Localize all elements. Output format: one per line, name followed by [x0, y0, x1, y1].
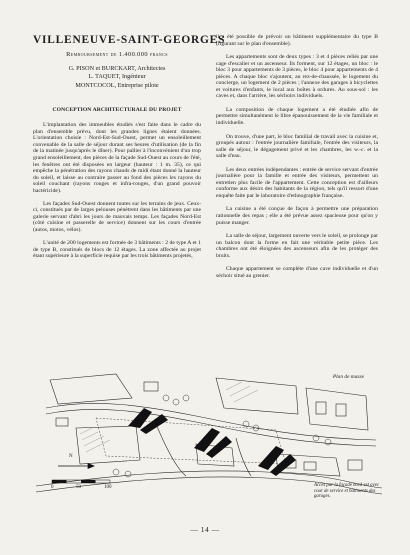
scale-label-50: 50: [76, 485, 81, 490]
paragraph-cave: Chaque appartement se complète d'une cave individuelle et d'un séchoir situé au grenier.: [216, 266, 378, 279]
credit-architects: G. PISON et BURCKART, Architectes: [68, 65, 166, 72]
plan-label: Plan de masse: [332, 374, 364, 380]
scale-label-0: 0: [51, 485, 54, 490]
paragraph-composition: La composition de chaque logement a été étudiée afin de permettre simultanément le libre épanouissement de la vie familiale et individuelle.: [216, 106, 378, 127]
credits-block: [33, 65, 201, 90]
right-column: [216, 34, 378, 286]
paragraph-unite: L'unité de 200 logements est formée de 3 bâtiments : 2 de type A et 1 de type B, constitués de blocs de 12 étages. La zone affectée au projet étant supérieure à la superficie requise par les trois bâtiments projetés,: [33, 239, 201, 260]
page-subtitle: Remboursement de 1.400.000 francs: [66, 51, 168, 58]
section-heading: CONCEPTION ARCHITECTURALE DU PROJET: [52, 107, 182, 114]
paragraph-implantation: L'implantation des immeubles étudiés s'est faite dans le cadre du plan d'ensemble prévu, dont les grandes lignes étaient données. L'orientation choisie : Nord-Est-Sud-Ouest, permet un ensoleillement convenable de la salle de séjour durant ses heures d'utilisation (de la fin de la matinée jusqu'après le dîner). Pour pallier à l'inconvénient d'un trop grand ensoleillement, des pièces de la façade Sud-Ouest au cours de l'été, les fenêtres ont été disposées en largeur (hauteur : 1 m. 35), ce qui empêche la pénétration des rayons chauds de midi étant donné la hauteur du soleil, et laisse au contraire passer au fond des pièces les rayons du soleil couchant (rayons rouges et infra-rouges, d'un grand pouvoir bactéricide).: [33, 122, 201, 194]
paragraph-sejour: La salle de séjour, largement ouverte vers le soleil, se prolonge par un balcon dont la forme en fait une véritable petite pièce. Les chambres ont été éloignées des ascenseurs afin de les protéger des bruits.: [216, 233, 378, 259]
north-label: N: [69, 454, 73, 459]
paragraph-entrees: Les deux entrées indépendantes : entrée de service servant d'entrée journalière pour la famille et entrée des visiteurs, permettent un entretien plus facile de l'appartement. Cette conception est d'ailleurs conforme aux désirs des habitants de la région, tels qu'il ressort d'une enquête faite par le laboratoire d'ethnographie française.: [216, 166, 378, 199]
page-number: — 14 —: [190, 525, 220, 534]
credit-contractor: MONTCOCOL, Entreprise pilote: [75, 81, 159, 89]
north-arrow: [58, 464, 94, 469]
paragraph-bloc-familial: On trouve, d'une part, le bloc familial de travail avec la cuisine et, groupés autour : l'entrée journalière familiale, l'entrée des visiteurs, la salle de séjour, le dégagement privé et les chambres, les w.-c. et la salle d'eau.: [216, 133, 378, 160]
left-column: [33, 34, 226, 266]
access-note: Accès par la façade nord-est avec cour de service et bâtiments des garages.: [314, 483, 379, 500]
paragraph-appartements: Les appartements sont de deux types : 3 et 4 pièces reliés par une cage d'escalier et un ascenseur. Ils forment, sur 12 étages, un bloc : le bloc 3 pour appartements de 3 pièces, le bloc 4 pour appartements de 4 pièces. A chaque bloc s'ajoutent, au rez-de-chaussée, le logement du concierge, un logement de 2 pièces ; l'annexe des garages à bicyclettes et voitures d'enfants, le local aux boîtes à ordures. Au sous-sol : les caves et, dans l'arrière, les séchoirs individuels.: [216, 54, 378, 100]
scale-label-100: 100: [104, 485, 112, 490]
page-title: VILLENEUVE-SAINT-GEORGES: [33, 34, 226, 46]
paragraph-cuisine: La cuisine a été conçue de façon à permettre une préparation rationnelle des repas ; elle a été prévue assez spacieuse pour qu'on y puisse manger.: [216, 206, 378, 226]
scale-bar: [52, 480, 110, 483]
paragraph-facades: Les façades Sud-Ouest donnent toutes sur les terrains de jeux. Ceux-ci, constitués par de larges pelouses pénètrent dans les bâtiments par une galerie servant d'abri les jours de mauvais temps. Les façades Nord-Est (côté cuisine et passerelle de service) donnent sur les cours d'entrée (autos, motos, vélos).: [33, 200, 201, 233]
paragraph-batiment-supplementaire: il a été possible de prévoir un bâtiment supplémentaire du type B (figurant sur le plan d'ensemble).: [216, 34, 378, 47]
credit-engineer: L. TAQUET, Ingénieur: [88, 73, 146, 81]
